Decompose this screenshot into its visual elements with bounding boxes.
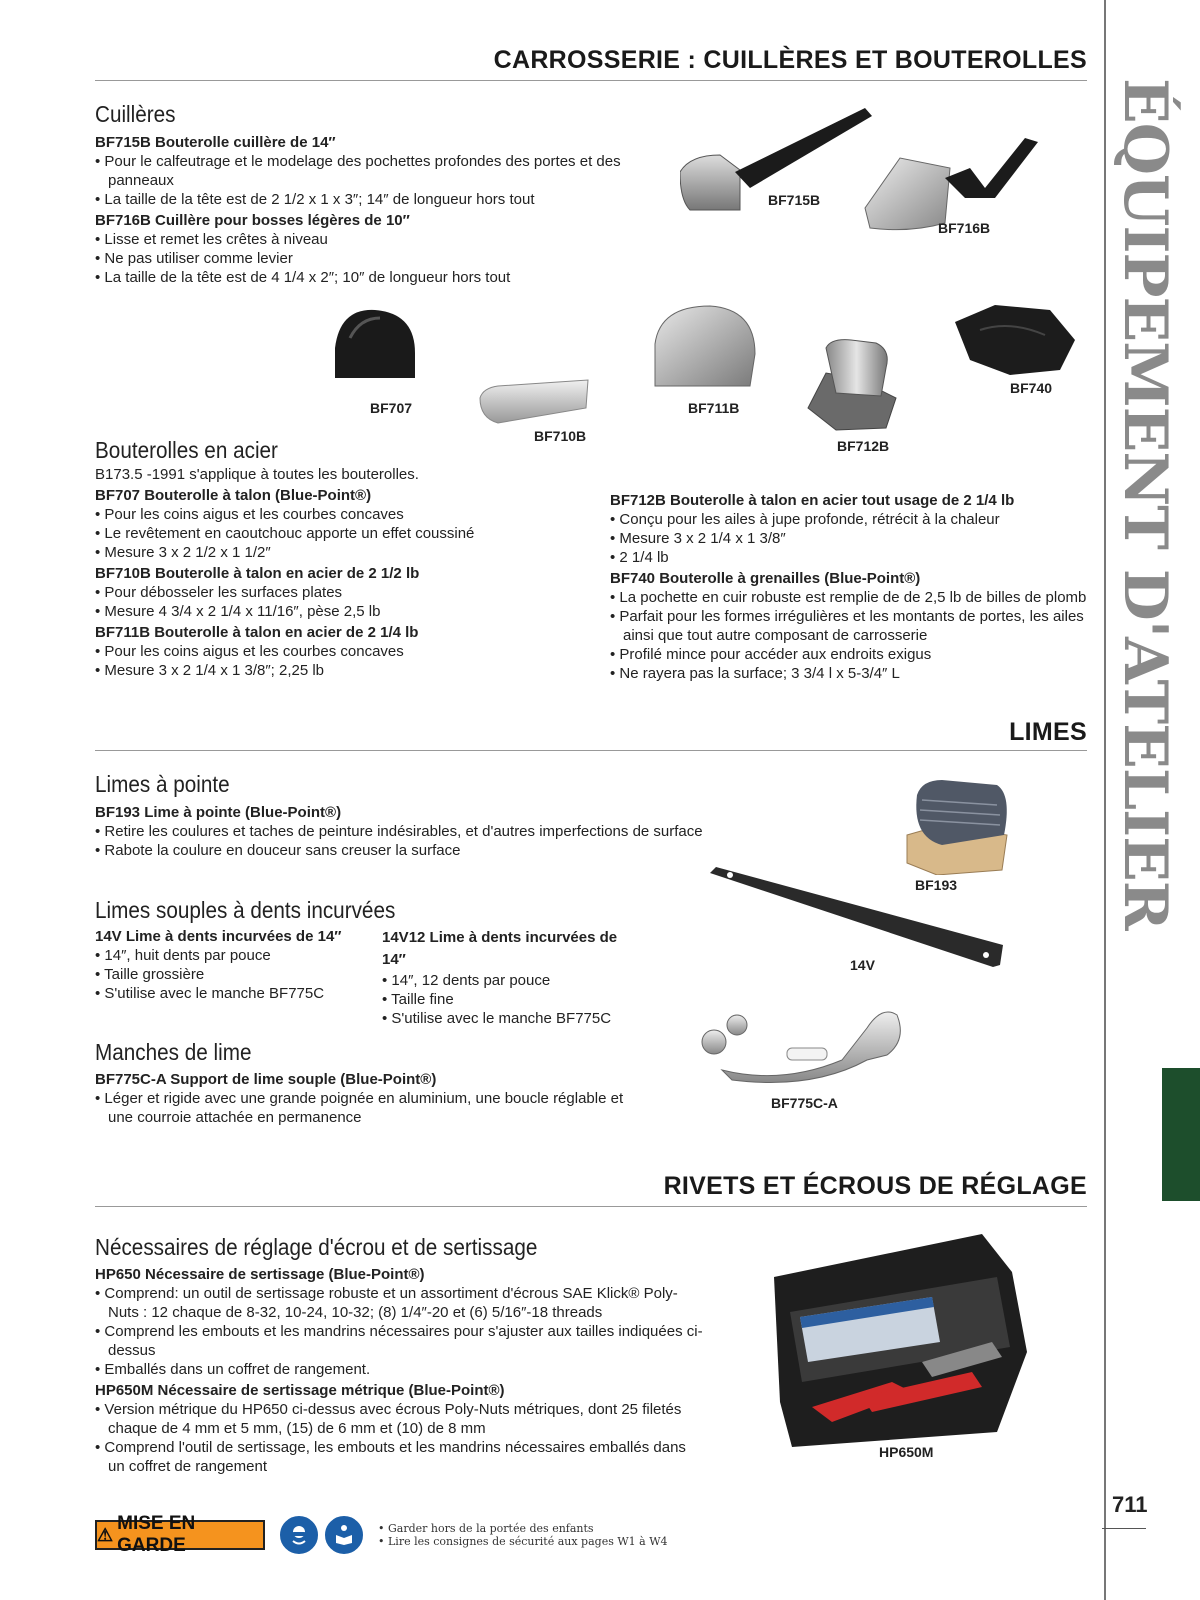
bullet: • 14″, 12 dents par pouce bbox=[382, 972, 551, 989]
bullet: • Version métrique du HP650 ci-dessus avec écrous Poly-Nuts métriques, dont 25 filetés chaque de 4 mm et 5 mm, (15) de 6 mm et (10) de 8 mm bbox=[95, 1401, 682, 1437]
label-hp650m: HP650M bbox=[879, 1444, 934, 1460]
product-title: BF711B Bouterolle à talon en acier de 2 1/4 lb bbox=[95, 624, 419, 641]
bullet: • Léger et rigide avec une grande poignée en aluminium, une boucle réglable et une courroie attachée en permanence bbox=[95, 1090, 624, 1126]
bullet: • S'utilise avec le manche BF775C bbox=[382, 1010, 612, 1027]
bullet: • Comprend l'outil de sertissage, les embouts et les mandrins nécessaires emballés dans un coffret de rangement bbox=[95, 1439, 686, 1475]
bf712b-image bbox=[806, 338, 902, 434]
bullet: • Mesure 3 x 2 1/4 x 1 3/8″ bbox=[610, 530, 786, 547]
warning-icon: ⚠ bbox=[97, 1524, 114, 1545]
read-manual-icon bbox=[325, 1516, 363, 1554]
warning-badge bbox=[95, 1513, 265, 1556]
limes-souples-heading: Limes souples à dents incurvées bbox=[95, 897, 396, 923]
label-bf711b: BF711B bbox=[688, 400, 740, 416]
cuilleres-heading: Cuillères bbox=[95, 101, 176, 127]
label-bf193: BF193 bbox=[915, 877, 958, 893]
product-title: BF715B Bouterolle cuillère de 14″ bbox=[95, 134, 336, 151]
bf710b-image bbox=[478, 378, 593, 428]
bullet: • Comprend: un outil de sertissage robuste et un assortiment d'écrous SAE Klick® Poly-Nuts : 12 chaque de 8-32, 10-24, 10-32; (8) 1/4″-20 et (6) 5/16″-18 threads bbox=[95, 1285, 678, 1321]
bullet: • Retire les coulures et taches de peinture indésirables, et d'autres imperfections de surface bbox=[95, 823, 703, 840]
bullet: • Rabote la coulure en douceur sans creuser la surface bbox=[95, 842, 461, 859]
bouterolles-right-block bbox=[610, 491, 1090, 683]
label-bf712b: BF712B bbox=[837, 438, 890, 454]
page-number: 711 bbox=[1112, 1492, 1148, 1517]
bullet: • 14″, huit dents par pouce bbox=[95, 947, 271, 964]
safety-notes bbox=[378, 1522, 668, 1548]
bf711b-image bbox=[650, 304, 760, 392]
page-number-rule bbox=[1102, 1528, 1146, 1529]
bullet: • S'utilise avec le manche BF775C bbox=[95, 985, 325, 1002]
bullet: • Mesure 3 x 2 1/2 x 1 1/2″ bbox=[95, 544, 271, 561]
product-title: BF775C-A Support de lime souple (Blue-Point®) bbox=[95, 1071, 437, 1088]
product-title: HP650M Nécessaire de sertissage métrique (Blue-Point®) bbox=[95, 1382, 505, 1399]
product-title: BF193 Lime à pointe (Blue-Point®) bbox=[95, 804, 342, 821]
bullet: • Taille fine bbox=[382, 991, 454, 1008]
bullet: • Le revêtement en caoutchouc apporte un effet coussiné bbox=[95, 525, 475, 542]
bf740-image bbox=[950, 300, 1078, 380]
bouterolles-heading: Bouterolles en acier bbox=[95, 437, 278, 463]
label-14v: 14V bbox=[850, 957, 875, 973]
bullet: • La taille de la tête est de 2 1/2 x 1 x 3″; 14″ de longueur hors tout bbox=[95, 191, 535, 208]
bullet: • La pochette en cuir robuste est remplie de de 2,5 lb de billes de plomb bbox=[610, 589, 1087, 606]
bullet: • Comprend les embouts et les mandrins nécessaires pour s'ajuster aux tailles indiquées ci-dessus bbox=[95, 1323, 703, 1359]
limes-section-title: LIMES bbox=[1009, 718, 1087, 746]
product-title: HP650 Nécessaire de sertissage (Blue-Point®) bbox=[95, 1266, 425, 1283]
label-bf716b: BF716B bbox=[938, 220, 991, 236]
bullet: • Conçu pour les ailes à jupe profonde, rétrécit à la chaleur bbox=[610, 511, 1000, 528]
rivets-block bbox=[95, 1265, 705, 1476]
limes-rule bbox=[95, 750, 1087, 751]
bf193-image bbox=[902, 775, 1014, 875]
manches-heading: Manches de lime bbox=[95, 1039, 252, 1065]
warning-label: MISE EN GARDE bbox=[117, 1513, 196, 1556]
bullet: • Ne pas utiliser comme levier bbox=[95, 250, 293, 267]
bf775ca-image bbox=[692, 1000, 912, 1090]
label-bf715b: BF715B bbox=[768, 192, 821, 208]
section-tab bbox=[1162, 1068, 1200, 1201]
bullet: • Pour le calfeutrage et le modelage des pochettes profondes des portes et des panneaux bbox=[95, 153, 621, 189]
product-title: 14V12 Lime à dents incurvées de 14″ bbox=[382, 929, 618, 968]
safety-note: • Garder hors de la portée des enfants bbox=[378, 1522, 594, 1535]
bullet: • Ne rayera pas la surface; 3 3/4 l x 5-3/4″ L bbox=[610, 665, 900, 682]
bullet: • Profilé mince pour accéder aux endroits exigus bbox=[610, 646, 932, 663]
rivets-rule bbox=[95, 1206, 1087, 1207]
limes-souples-right-block bbox=[382, 927, 642, 1028]
manches-block bbox=[95, 1070, 635, 1127]
label-bf740: BF740 bbox=[1010, 380, 1053, 396]
bullet: • Emballés dans un coffret de rangement. bbox=[95, 1361, 371, 1378]
bullet: • La taille de la tête est de 4 1/4 x 2″; 10″ de longueur hors tout bbox=[95, 269, 511, 286]
safety-note: • Lire les consignes de sécurité aux pages W1 à W4 bbox=[378, 1535, 668, 1548]
cuilleres-block bbox=[95, 133, 655, 287]
bullet: • Pour les coins aigus et les courbes concaves bbox=[95, 506, 404, 523]
bullet: • Lisse et remet les crêtes à niveau bbox=[95, 231, 328, 248]
title-rule bbox=[95, 80, 1087, 81]
bullet: • Pour les coins aigus et les courbes concaves bbox=[95, 643, 404, 660]
side-title-text: ÉQUIPEMENT D'ATELIER bbox=[1110, 78, 1180, 930]
bullet: • Mesure 3 x 2 1/4 x 1 3/8″; 2,25 lb bbox=[95, 662, 325, 679]
bullet: • Pour débosseler les surfaces plates bbox=[95, 584, 343, 601]
side-divider bbox=[1104, 0, 1106, 1600]
product-title: BF740 Bouterolle à grenailles (Blue-Point®) bbox=[610, 570, 921, 587]
limes-pointe-block bbox=[95, 803, 715, 860]
bullet: • Parfait pour les formes irrégulières et les montants de portes, les ailes ainsi que tout autre composant de carrosserie bbox=[610, 608, 1084, 644]
rivets-heading: Nécessaires de réglage d'écrou et de sertissage bbox=[95, 1234, 538, 1260]
bouterolles-intro: B173.5 -1991 s'applique à toutes les bouterolles. bbox=[95, 466, 419, 483]
limes-pointe-heading: Limes à pointe bbox=[95, 771, 230, 797]
product-title: BF716B Cuillère pour bosses légères de 10″ bbox=[95, 212, 410, 229]
product-title: BF707 Bouterolle à talon (Blue-Point®) bbox=[95, 487, 372, 504]
page-title: CARROSSERIE : CUILLÈRES ET BOUTEROLLES bbox=[493, 46, 1087, 74]
side-title bbox=[1110, 78, 1180, 1008]
label-bf775ca: BF775C-A bbox=[771, 1095, 838, 1111]
label-bf710b: BF710B bbox=[534, 428, 587, 444]
bouterolles-left-block bbox=[95, 465, 575, 680]
bf707-image bbox=[330, 308, 420, 388]
product-title: BF712B Bouterolle à talon en acier tout usage de 2 1/4 lb bbox=[610, 492, 1015, 509]
limes-souples-left-block bbox=[95, 927, 360, 1003]
bullet: • Mesure 4 3/4 x 2 1/4 x 11/16″, pèse 2,5 lb bbox=[95, 603, 381, 620]
hp650m-image bbox=[772, 1232, 1030, 1450]
label-bf707: BF707 bbox=[370, 400, 413, 416]
product-title: BF710B Bouterolle à talon en acier de 2 1/2 lb bbox=[95, 565, 420, 582]
bullet: • Taille grossière bbox=[95, 966, 205, 983]
product-title: 14V Lime à dents incurvées de 14″ bbox=[95, 928, 342, 945]
rivets-section-title: RIVETS ET ÉCROUS DE RÉGLAGE bbox=[663, 1172, 1087, 1200]
bullet: • 2 1/4 lb bbox=[610, 549, 669, 566]
eye-protection-icon bbox=[280, 1516, 318, 1554]
